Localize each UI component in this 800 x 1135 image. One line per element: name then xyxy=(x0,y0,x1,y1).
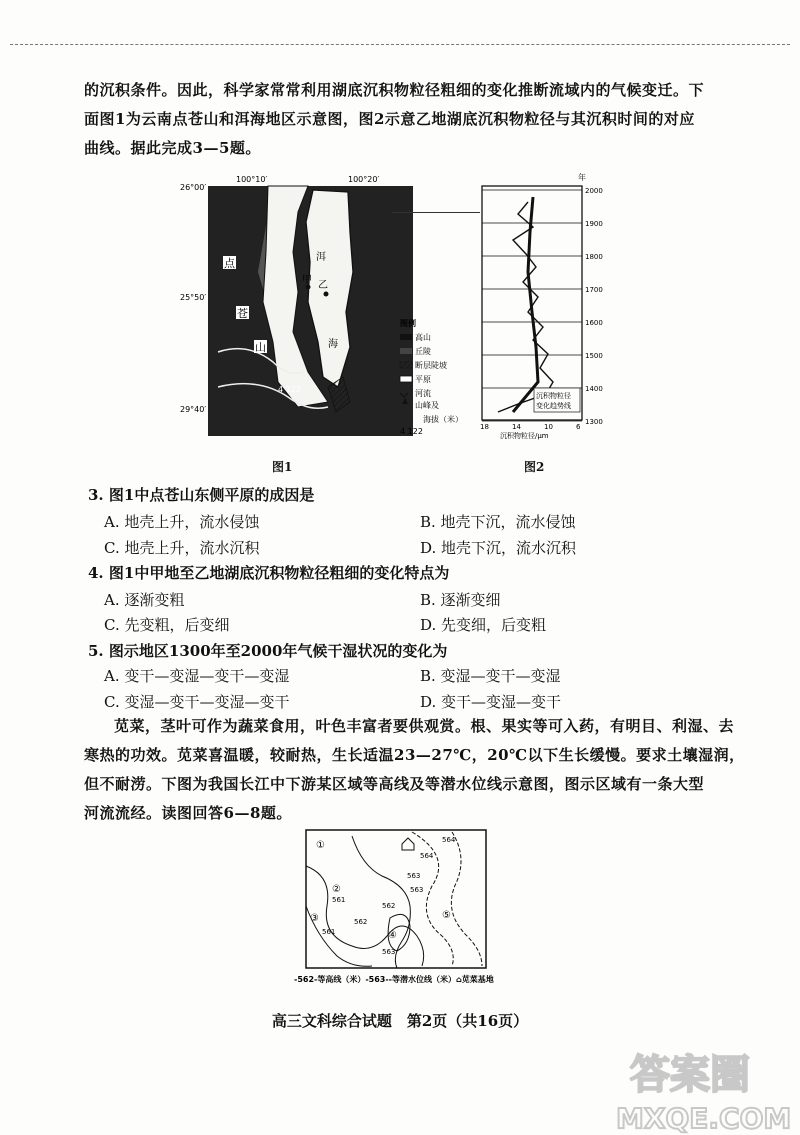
year-tick-label: 1400 xyxy=(585,385,603,393)
question-5-option-c: C. 变湿—变干—变湿—变干 xyxy=(104,693,290,711)
x-tick-label: 6 xyxy=(576,423,581,431)
peak-elevation: 4 122 xyxy=(278,385,301,394)
fig2-legend-line2: 变化趋势线 xyxy=(536,402,571,410)
lon-right: 100°20′ xyxy=(348,175,380,184)
map-char-hai: 海 xyxy=(328,339,338,350)
contour-label: 564 xyxy=(442,836,456,844)
intro-line-2: 面图1为云南点苍山和洱海地区示意图，图2示意乙地湖底沉积物粒径与其沉积时间的对应 xyxy=(84,110,695,128)
passage-2-line-3: 但不耐涝。下图为我国长江中下游某区域等高线及等潜水位线示意图，图示区域有一条大型 xyxy=(84,775,705,793)
question-4-stem: 4. 图1中甲地至乙地湖底沉积物粒径粗细的变化特点为 xyxy=(88,564,450,582)
passage-2-line-2: 寒热的功效。苋菜喜温暖，较耐热，生长适温23—27℃，20℃以下生长缓慢。要求土壤湿润， xyxy=(84,746,745,764)
question-5-option-d: D. 变干—变湿—变干 xyxy=(420,693,562,711)
watermark-logo xyxy=(610,1040,800,1135)
page-footer: 高三文科综合试题 第2页（共16页） xyxy=(271,1012,529,1030)
contour-label: 562 xyxy=(382,902,396,910)
question-4-option-a: A. 逐渐变粗 xyxy=(104,591,185,609)
contour-label: 561 xyxy=(332,896,346,904)
x-tick-label: 10 xyxy=(544,423,553,431)
question-5-option-a: A. 变干—变湿—变干—变湿 xyxy=(104,667,290,685)
x-tick-label: 14 xyxy=(512,423,521,431)
lat-top: 26°00′ xyxy=(180,183,207,192)
question-4-option-c: C. 先变粗，后变细 xyxy=(104,616,230,634)
trend-curve xyxy=(513,197,538,412)
figure-1-caption: 图1 xyxy=(272,460,293,474)
question-4-option-d: D. 先变细，后变粗 xyxy=(420,616,547,634)
lat-mid: 25°50′ xyxy=(180,293,207,302)
svg-text:平原: 平原 xyxy=(415,375,431,384)
map-point-label: ④ xyxy=(388,930,397,941)
intro-line-3: 曲线。据此完成3—5题。 xyxy=(84,139,261,157)
watermark-bottom: MXQE.COM xyxy=(616,1102,792,1135)
svg-text:海拔（米）: 海拔（米） xyxy=(423,415,463,424)
svg-text:高山: 高山 xyxy=(415,333,431,342)
year-tick-label: 1800 xyxy=(585,253,603,261)
x-axis-label: 沉积物粒径/μm xyxy=(500,432,549,440)
map-char-dian: 点 xyxy=(224,257,235,270)
watermark-top: 答案圈 xyxy=(630,1052,750,1098)
top-dashed-rule xyxy=(10,44,790,45)
figure-2-caption: 图2 xyxy=(524,460,545,474)
contour-label: 562 xyxy=(354,918,368,926)
map-point-label: ① xyxy=(316,840,325,851)
question-3-option-c: C. 地壳上升，流水沉积 xyxy=(104,539,260,557)
svg-text:山峰及: 山峰及 xyxy=(415,401,439,410)
svg-text:4 122: 4 122 xyxy=(400,427,423,436)
map-char-cang: 苍 xyxy=(237,307,248,320)
year-tick-label: 1900 xyxy=(585,220,603,228)
passage-2-line-4: 河流流经。读图回答6—8题。 xyxy=(84,804,292,822)
intro-line-1: 的沉积条件。因此，科学家常常利用湖底沉积物粒径粗细的变化推断流域内的气候变迁。下 xyxy=(84,81,705,99)
year-tick-label: 1300 xyxy=(585,418,603,426)
passage-2 xyxy=(84,712,745,828)
lon-left: 100°10′ xyxy=(236,175,268,184)
x-tick-label: 18 xyxy=(480,423,489,431)
map-char-shan: 山 xyxy=(255,341,266,354)
svg-text:断层陡坡: 断层陡坡 xyxy=(415,361,447,370)
x-axis xyxy=(480,423,581,431)
year-tick-label: 1700 xyxy=(585,286,603,294)
map-point-label: ③ xyxy=(310,913,319,924)
year-tick-label: 2000 xyxy=(585,187,603,195)
intro-paragraph xyxy=(84,76,724,163)
svg-text:丘陵: 丘陵 xyxy=(415,347,431,356)
contour-label: 561 xyxy=(322,928,336,936)
contour-label: 563 xyxy=(407,872,421,880)
question-3-option-a: A. 地壳上升，流水侵蚀 xyxy=(104,513,260,531)
contour-label: 563 xyxy=(410,886,424,894)
year-tick-label: 1600 xyxy=(585,319,603,327)
map-char-er: 洱 xyxy=(316,252,326,263)
question-5-option-b: B. 变湿—变干—变湿 xyxy=(420,667,561,685)
question-4-option-b: B. 逐渐变细 xyxy=(420,591,501,609)
question-3-option-b: B. 地壳下沉，流水侵蚀 xyxy=(420,513,576,531)
map-point-label: ⑤ xyxy=(442,910,451,921)
year-unit: 年 xyxy=(578,173,586,182)
question-5-stem: 5. 图示地区1300年至2000年气候干湿状况的变化为 xyxy=(88,642,448,660)
figure-3-contour-map xyxy=(292,826,532,988)
grain-size-curve xyxy=(498,202,553,412)
question-3-option-d: D. 地壳下沉，流水沉积 xyxy=(420,539,577,557)
point-yi-marker xyxy=(324,292,329,297)
contour-label: 564 xyxy=(420,852,434,860)
question-3-stem: 3. 图1中点苍山东侧平原的成因是 xyxy=(88,486,315,504)
fig3-legend: -562-等高线（米）-563--等潜水位线（米）⌂苋菜基地 xyxy=(294,975,494,984)
svg-text:河流: 河流 xyxy=(415,389,431,398)
passage-2-line-1: 苋菜，茎叶可作为蔬菜食用，叶色丰富者要供观赏。根、果实等可入药，有明目、利湿、去 xyxy=(114,717,735,735)
fig2-legend-line1: 沉积物粒径 xyxy=(536,392,571,400)
svg-text:图例: 图例 xyxy=(400,319,416,328)
figure-2-chart xyxy=(478,172,608,442)
map-point-label: ② xyxy=(332,884,341,895)
place-yi: 乙 xyxy=(318,280,328,291)
year-tick-label: 1500 xyxy=(585,352,603,360)
contour-label: 563 xyxy=(382,948,396,956)
lat-bottom: 29°40′ xyxy=(180,405,207,414)
place-jia: 甲 xyxy=(302,275,312,286)
figure-connector-line xyxy=(392,212,480,213)
